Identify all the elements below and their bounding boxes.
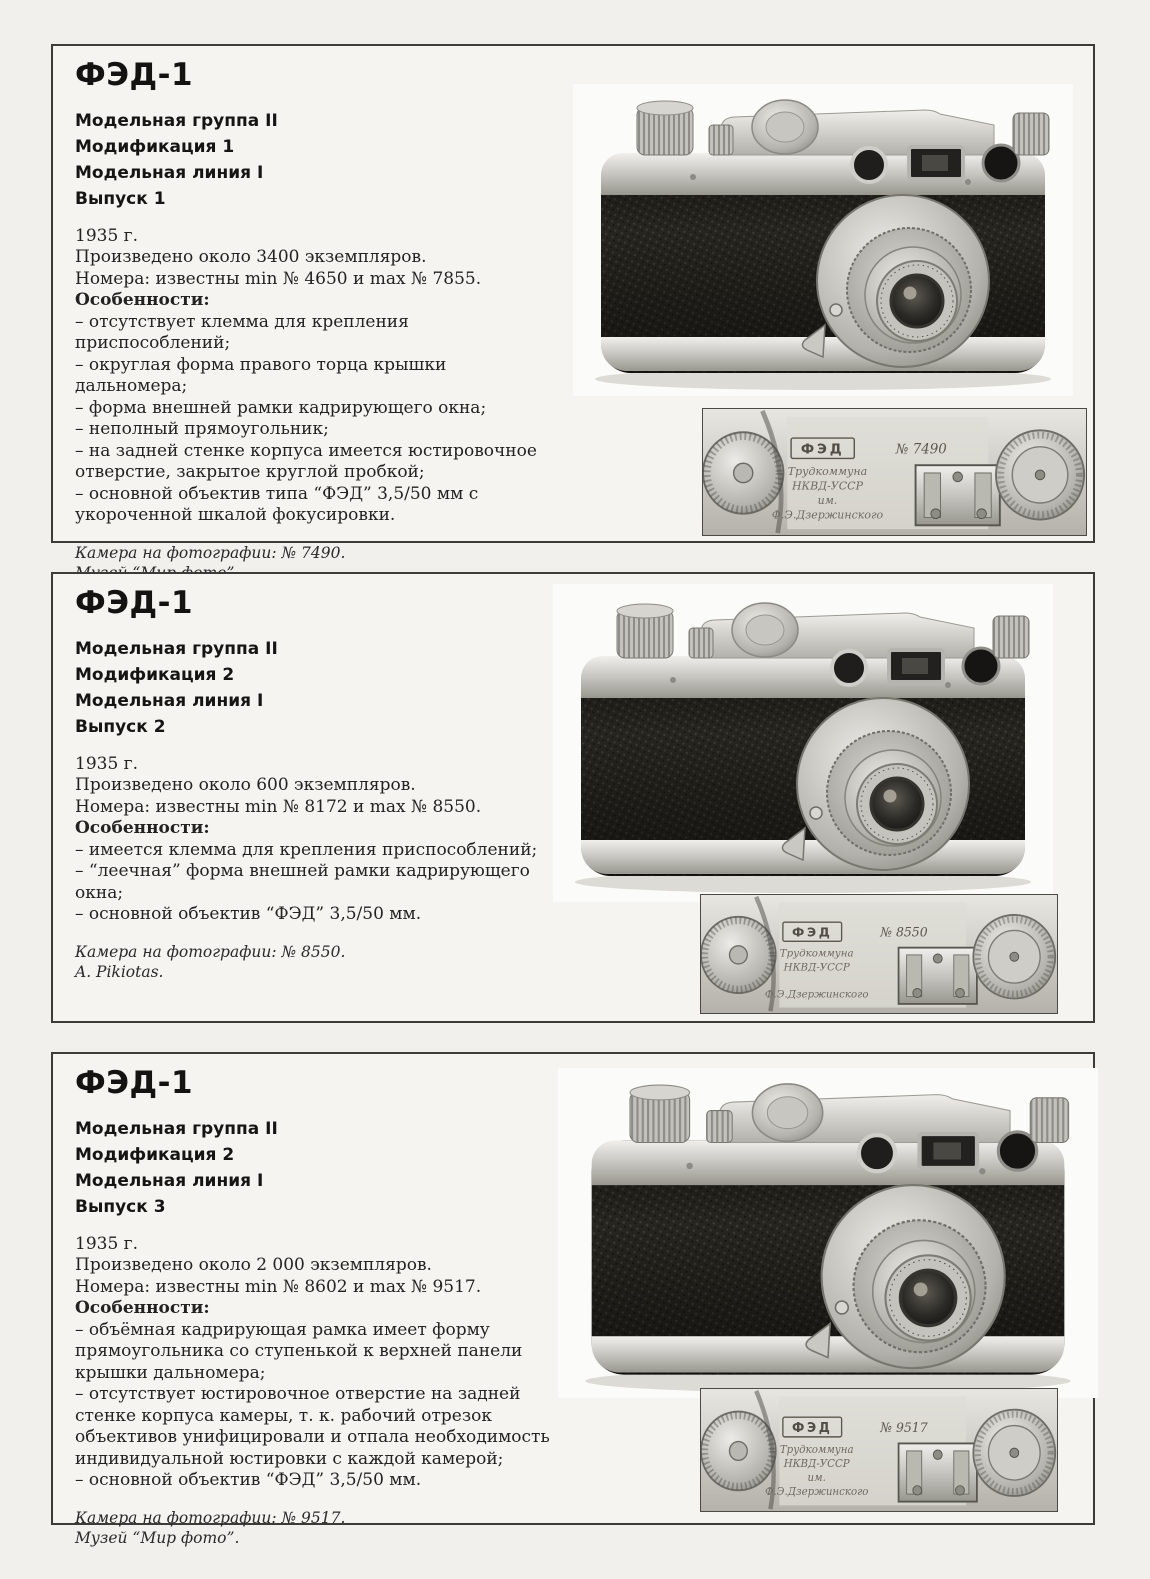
camera-illustration [573,84,1073,396]
feature-item: – “леечная” форма внешней рамки кадрирующего окна; [75,861,530,903]
year-text: 1935 г. [75,1233,138,1254]
caption-source: Музей “Мир фото”. [75,1528,240,1547]
engraving-line: Ф.Э.Дзержинского [771,508,884,522]
year-text: 1935 г. [75,225,138,246]
model-meta [75,1116,553,1220]
meta-model-line: Модельная линия I [75,690,264,711]
engraved-logo: ФЭД [791,1420,833,1437]
numbers-text: Номера: известны min № 4650 и max № 7855. [75,268,482,289]
engraving-line: им. [817,493,838,508]
photo-caption [75,1508,553,1548]
camera-section-issue3 [51,1052,1095,1547]
topplate-illustration [703,409,1086,535]
meta-model-group: Модельная группа II [75,1118,278,1139]
engraved-serial: № 7490 [895,441,947,458]
caption-camera-number: Камера на фотографии: № 9517. [75,1508,346,1527]
engraved-logo: ФЭД [800,441,845,458]
model-meta [75,636,553,740]
description [75,226,553,527]
features-heading: Особенности: [75,1298,210,1319]
meta-model-line: Модельная линия I [75,1170,264,1191]
produced-text: Произведено около 2 000 экземпляров. [75,1255,432,1276]
feature-item: – отсутствует юстировочное отверстие на задней стенке корпуса камеры, т. к. рабочий отрезок объективов унифицировали и отпала необходимость индивидуальной юстировки с каждой камерой; [75,1384,550,1469]
camera-illustration [553,584,1053,902]
meta-modification: Модификация 2 [75,1144,235,1165]
feature-item: – основной объектив “ФЭД” 3,5/50 мм. [75,1470,422,1491]
description [75,754,553,926]
topplate-illustration [701,895,1057,1013]
engraving-line: НКВД-УССР [791,479,863,493]
features-heading: Особенности: [75,818,210,839]
engraving-line: Трудкоммуна [779,947,854,960]
description [75,1234,553,1492]
engraving-line: НКВД-УССР [783,961,850,974]
camera-photo [553,584,1053,902]
feature-item: – отсутствует клемма для крепления приспособлений; [75,311,409,354]
feature-item: – форма внешней рамки кадрирующего окна; [75,397,487,418]
engraving-line: Трудкоммуна [787,464,868,478]
feature-item: – основной объектив типа “ФЭД” 3,5/50 мм с укороченной шкалой фокусировки. [75,483,479,526]
meta-modification: Модификация 2 [75,664,235,685]
topplate-photo [702,408,1087,536]
text-column [75,1067,553,1548]
text-column [75,587,553,982]
engraving-line: Ф.Э.Дзержинского [764,988,869,1001]
meta-issue: Выпуск 3 [75,1196,166,1217]
camera-illustration [558,1068,1098,1398]
meta-model-group: Модельная группа II [75,638,278,659]
feature-item: – округлая форма правого торца крышки дальномера; [75,354,447,397]
meta-modification: Модификация 1 [75,136,235,157]
section-title: ФЭД-1 [75,585,194,621]
feature-item: – имеется клемма для крепления приспособлений; [75,839,538,860]
meta-issue: Выпуск 1 [75,188,166,209]
meta-issue: Выпуск 2 [75,716,166,737]
feature-item: – объёмная кадрирующая рамка имеет форму прямоугольника со ступенькой к верхней панели крышки дальномера; [75,1319,523,1383]
numbers-text: Номера: известны min № 8172 и max № 8550. [75,796,482,817]
camera-section-issue2 [51,572,1095,1023]
engraving-line: Ф.Э.Дзержинского [764,1485,869,1499]
engraved-serial: № 8550 [880,924,928,940]
caption-camera-number: Камера на фотографии: № 8550. [75,942,346,961]
engraved-serial: № 9517 [880,1420,928,1437]
caption-source: A. Pikiotas. [75,962,164,981]
engraving-line: им. [807,1471,826,1485]
year-text: 1935 г. [75,753,138,774]
numbers-text: Номера: известны min № 8602 и max № 9517. [75,1276,482,1297]
camera-photo [558,1068,1098,1398]
produced-text: Произведено около 3400 экземпляров. [75,247,427,268]
meta-model-group: Модельная группа II [75,110,278,131]
model-meta [75,108,553,212]
meta-model-line: Модельная линия I [75,162,264,183]
features-heading: Особенности: [75,290,210,311]
feature-item: – основной объектив “ФЭД” 3,5/50 мм. [75,904,422,925]
section-title: ФЭД-1 [75,57,194,93]
topplate-photo [700,1388,1058,1512]
engraved-logo: ФЭД [791,924,833,940]
caption-camera-number: Камера на фотографии: № 7490. [75,543,346,562]
photo-caption [75,942,553,982]
topplate-illustration [701,1389,1057,1511]
camera-section-issue1 [51,44,1095,562]
section-title: ФЭД-1 [75,1065,194,1101]
topplate-photo [700,894,1058,1014]
feature-item: – неполный прямоугольник; [75,419,329,440]
feature-item: – на задней стенке корпуса имеется юстировочное отверстие, закрытое круглой пробкой; [75,440,537,483]
text-column [75,59,553,583]
engraving-line: Трудкоммуна [779,1443,854,1456]
camera-photo [573,84,1073,396]
produced-text: Произведено около 600 экземпляров. [75,775,416,796]
engraving-line: НКВД-УССР [783,1457,850,1470]
